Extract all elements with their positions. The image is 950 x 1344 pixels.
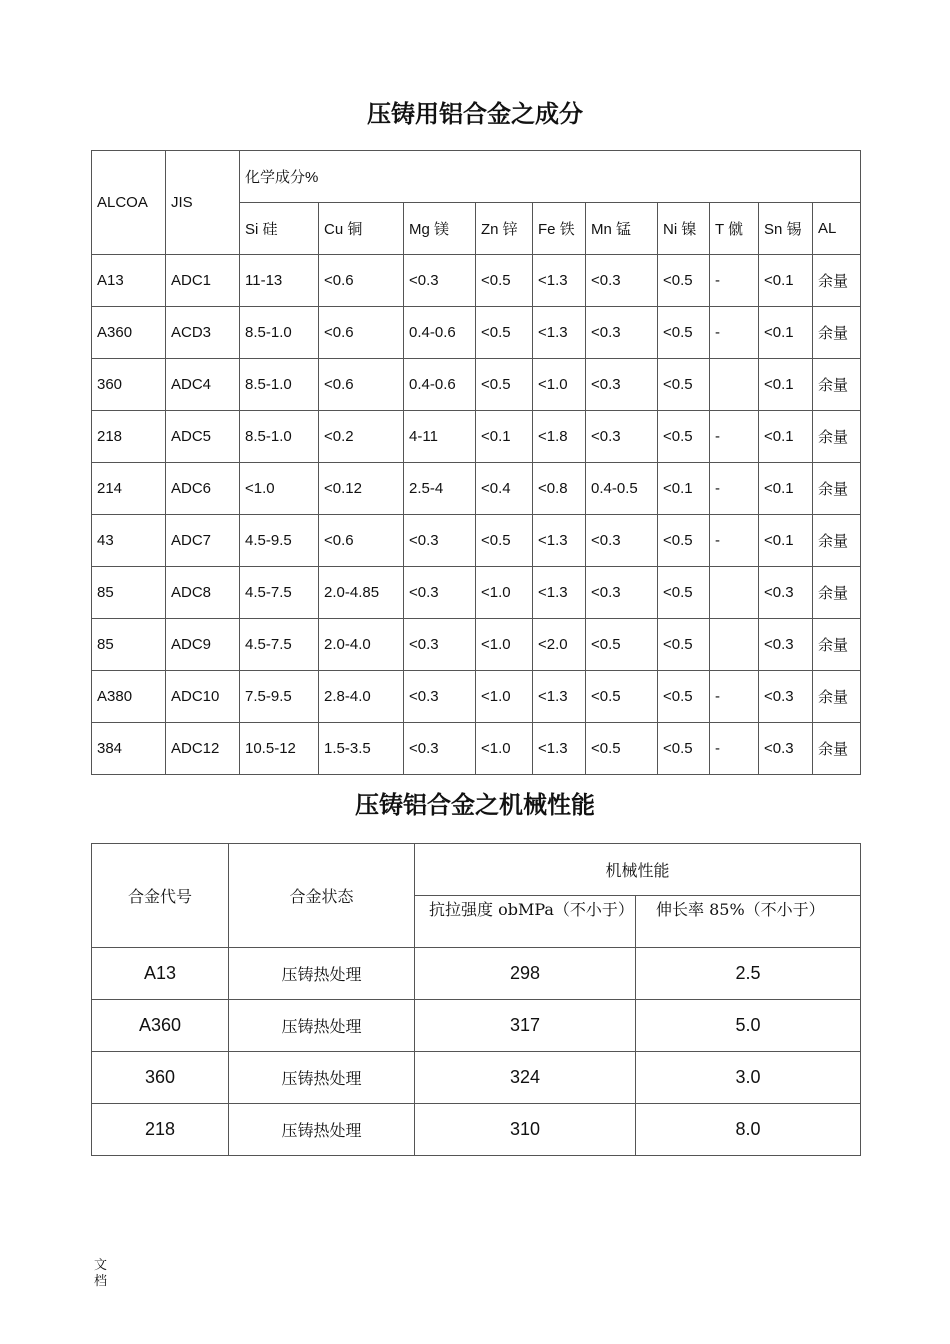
header-mechanical-properties: 机械性能 bbox=[415, 844, 861, 896]
composition-cell: 8.5-1.0 bbox=[240, 307, 319, 359]
composition-cell: 85 bbox=[92, 619, 166, 671]
composition-cell: 余量 bbox=[813, 723, 861, 775]
composition-cell: - bbox=[710, 671, 759, 723]
composition-cell: <0.3 bbox=[586, 359, 658, 411]
composition-cell: ADC1 bbox=[166, 255, 240, 307]
composition-cell: <0.5 bbox=[658, 515, 710, 567]
composition-cell bbox=[710, 359, 759, 411]
mechanical-cell: 压铸热处理 bbox=[229, 1052, 415, 1104]
composition-row bbox=[92, 411, 861, 463]
footer-label: 文档 bbox=[94, 1258, 108, 1289]
mechanical-row bbox=[92, 1000, 861, 1052]
composition-title: 压铸用铝合金之成分 bbox=[367, 100, 583, 128]
composition-cell: 2.0-4.0 bbox=[319, 619, 404, 671]
composition-cell: <1.3 bbox=[533, 255, 586, 307]
composition-cell: ADC10 bbox=[166, 671, 240, 723]
composition-cell: <1.3 bbox=[533, 671, 586, 723]
composition-cell: <0.5 bbox=[658, 359, 710, 411]
composition-cell: ADC7 bbox=[166, 515, 240, 567]
composition-cell: <0.3 bbox=[759, 723, 813, 775]
composition-cell: <0.5 bbox=[476, 255, 533, 307]
composition-cell: 85 bbox=[92, 567, 166, 619]
composition-cell: <0.3 bbox=[404, 671, 476, 723]
composition-cell: <1.3 bbox=[533, 515, 586, 567]
composition-cell: 43 bbox=[92, 515, 166, 567]
composition-row bbox=[92, 255, 861, 307]
composition-cell: ADC8 bbox=[166, 567, 240, 619]
composition-cell: <0.5 bbox=[658, 255, 710, 307]
composition-cell: ADC12 bbox=[166, 723, 240, 775]
composition-cell: <0.6 bbox=[319, 515, 404, 567]
header-alloy-state: 合金状态 bbox=[229, 844, 415, 948]
composition-table bbox=[91, 150, 861, 775]
composition-cell: <0.1 bbox=[759, 411, 813, 463]
composition-cell: <1.3 bbox=[533, 307, 586, 359]
mechanical-cell: 310 bbox=[415, 1104, 636, 1156]
composition-cell: 4.5-7.5 bbox=[240, 567, 319, 619]
composition-cell: <0.3 bbox=[404, 723, 476, 775]
composition-cell: <0.6 bbox=[319, 255, 404, 307]
composition-cell: <0.3 bbox=[586, 255, 658, 307]
composition-cell: <0.3 bbox=[404, 619, 476, 671]
composition-cell: 0.4-0.6 bbox=[404, 307, 476, 359]
mechanical-cell: 218 bbox=[92, 1104, 229, 1156]
mechanical-cell: A13 bbox=[92, 948, 229, 1000]
mechanical-row bbox=[92, 1104, 861, 1156]
mechanical-cell: 2.5 bbox=[636, 948, 861, 1000]
mechanical-title: 压铸铝合金之机械性能 bbox=[355, 791, 595, 819]
composition-cell: <0.3 bbox=[404, 515, 476, 567]
composition-cell: 2.0-4.85 bbox=[319, 567, 404, 619]
composition-cell: A13 bbox=[92, 255, 166, 307]
composition-row bbox=[92, 567, 861, 619]
mechanical-cell: 5.0 bbox=[636, 1000, 861, 1052]
mechanical-cell: 压铸热处理 bbox=[229, 948, 415, 1000]
composition-row bbox=[92, 359, 861, 411]
composition-cell: 10.5-12 bbox=[240, 723, 319, 775]
composition-cell: - bbox=[710, 411, 759, 463]
composition-cell: <0.1 bbox=[759, 255, 813, 307]
composition-cell: 384 bbox=[92, 723, 166, 775]
mechanical-cell: 317 bbox=[415, 1000, 636, 1052]
composition-cell: <0.5 bbox=[476, 307, 533, 359]
composition-cell: A360 bbox=[92, 307, 166, 359]
mechanical-cell: 324 bbox=[415, 1052, 636, 1104]
composition-cell: 余量 bbox=[813, 463, 861, 515]
element-header-cell: Cu 铜 bbox=[319, 203, 404, 255]
composition-cell: 余量 bbox=[813, 619, 861, 671]
composition-cell: <1.3 bbox=[533, 567, 586, 619]
element-header-cell: AL bbox=[813, 203, 861, 255]
composition-cell: <0.3 bbox=[586, 411, 658, 463]
composition-cell: <2.0 bbox=[533, 619, 586, 671]
composition-cell: <0.5 bbox=[658, 567, 710, 619]
composition-cell: <0.6 bbox=[319, 307, 404, 359]
composition-cell: 360 bbox=[92, 359, 166, 411]
composition-cell: <1.0 bbox=[476, 567, 533, 619]
element-header-cell: Si 硅 bbox=[240, 203, 319, 255]
composition-cell: <0.5 bbox=[476, 359, 533, 411]
composition-cell: 1.5-3.5 bbox=[319, 723, 404, 775]
composition-cell: ADC5 bbox=[166, 411, 240, 463]
composition-cell: 214 bbox=[92, 463, 166, 515]
element-header-cell: Sn 锡 bbox=[759, 203, 813, 255]
composition-cell: 11-13 bbox=[240, 255, 319, 307]
composition-cell: 2.8-4.0 bbox=[319, 671, 404, 723]
composition-cell: <0.3 bbox=[586, 307, 658, 359]
composition-cell: <0.1 bbox=[759, 515, 813, 567]
composition-cell: <1.8 bbox=[533, 411, 586, 463]
composition-row bbox=[92, 515, 861, 567]
composition-cell: - bbox=[710, 515, 759, 567]
composition-cell: - bbox=[710, 255, 759, 307]
composition-cell bbox=[710, 619, 759, 671]
composition-cell: <0.3 bbox=[759, 671, 813, 723]
composition-cell: 余量 bbox=[813, 515, 861, 567]
composition-cell: <1.0 bbox=[476, 723, 533, 775]
composition-cell: <0.2 bbox=[319, 411, 404, 463]
composition-cell: <0.5 bbox=[658, 723, 710, 775]
composition-cell: 0.4-0.5 bbox=[586, 463, 658, 515]
composition-cell: <0.5 bbox=[658, 307, 710, 359]
composition-row bbox=[92, 723, 861, 775]
header-elongation: 伸长率 85%（不小于） bbox=[636, 896, 861, 948]
composition-row bbox=[92, 671, 861, 723]
composition-cell: <0.12 bbox=[319, 463, 404, 515]
composition-row bbox=[92, 619, 861, 671]
composition-row bbox=[92, 307, 861, 359]
composition-cell: <0.5 bbox=[476, 515, 533, 567]
mechanical-cell: 8.0 bbox=[636, 1104, 861, 1156]
composition-cell: 4-11 bbox=[404, 411, 476, 463]
composition-cell: 余量 bbox=[813, 255, 861, 307]
header-alcoa: ALCOA bbox=[92, 151, 166, 255]
composition-cell: <0.3 bbox=[586, 567, 658, 619]
composition-cell: ACD3 bbox=[166, 307, 240, 359]
composition-cell: - bbox=[710, 463, 759, 515]
mechanical-row bbox=[92, 948, 861, 1000]
mechanical-cell: 压铸热处理 bbox=[229, 1000, 415, 1052]
composition-cell: 4.5-7.5 bbox=[240, 619, 319, 671]
composition-cell: ADC4 bbox=[166, 359, 240, 411]
composition-cell: <0.3 bbox=[759, 567, 813, 619]
header-tensile-strength: 抗拉强度 obMPa（不小于） bbox=[415, 896, 636, 948]
composition-cell: 余量 bbox=[813, 671, 861, 723]
composition-cell: <0.3 bbox=[404, 567, 476, 619]
composition-cell: - bbox=[710, 723, 759, 775]
composition-cell: <0.4 bbox=[476, 463, 533, 515]
composition-cell: <0.5 bbox=[658, 671, 710, 723]
element-header-cell: Mg 镁 bbox=[404, 203, 476, 255]
composition-cell: 余量 bbox=[813, 411, 861, 463]
header-jis: JIS bbox=[166, 151, 240, 255]
mechanical-cell: 298 bbox=[415, 948, 636, 1000]
composition-cell: <1.0 bbox=[476, 671, 533, 723]
composition-cell: <0.1 bbox=[759, 307, 813, 359]
mechanical-cell: 压铸热处理 bbox=[229, 1104, 415, 1156]
mechanical-cell: 360 bbox=[92, 1052, 229, 1104]
mechanical-cell: 3.0 bbox=[636, 1052, 861, 1104]
composition-cell: <0.1 bbox=[658, 463, 710, 515]
composition-cell: <0.3 bbox=[404, 255, 476, 307]
composition-cell: ADC6 bbox=[166, 463, 240, 515]
composition-cell: <0.1 bbox=[476, 411, 533, 463]
mechanical-cell: A360 bbox=[92, 1000, 229, 1052]
composition-cell: <0.5 bbox=[658, 411, 710, 463]
composition-cell: 0.4-0.6 bbox=[404, 359, 476, 411]
composition-cell: <0.1 bbox=[759, 463, 813, 515]
composition-cell: ADC9 bbox=[166, 619, 240, 671]
element-header-cell: Fe 铁 bbox=[533, 203, 586, 255]
element-header-cell: Ni 镍 bbox=[658, 203, 710, 255]
composition-cell: <0.5 bbox=[586, 619, 658, 671]
composition-cell: A380 bbox=[92, 671, 166, 723]
composition-cell: 2.5-4 bbox=[404, 463, 476, 515]
element-header-cell: Mn 锰 bbox=[586, 203, 658, 255]
header-alloy-code: 合金代号 bbox=[92, 844, 229, 948]
composition-cell bbox=[710, 567, 759, 619]
header-chemical-composition: 化学成分% bbox=[240, 151, 861, 203]
composition-cell: <1.0 bbox=[240, 463, 319, 515]
composition-cell: <1.0 bbox=[533, 359, 586, 411]
composition-cell: - bbox=[710, 307, 759, 359]
composition-cell: <1.0 bbox=[476, 619, 533, 671]
composition-row bbox=[92, 463, 861, 515]
composition-cell: 8.5-1.0 bbox=[240, 411, 319, 463]
composition-cell: <0.3 bbox=[759, 619, 813, 671]
composition-cell: 余量 bbox=[813, 359, 861, 411]
element-header-cell: Zn 锌 bbox=[476, 203, 533, 255]
composition-cell: <0.3 bbox=[586, 515, 658, 567]
element-header-cell: T 僦 bbox=[710, 203, 759, 255]
composition-cell: <0.5 bbox=[586, 723, 658, 775]
composition-cell: 余量 bbox=[813, 307, 861, 359]
composition-cell: <0.6 bbox=[319, 359, 404, 411]
composition-cell: 4.5-9.5 bbox=[240, 515, 319, 567]
composition-cell: <1.3 bbox=[533, 723, 586, 775]
mechanical-table bbox=[91, 843, 861, 1156]
composition-cell: <0.1 bbox=[759, 359, 813, 411]
composition-cell: 8.5-1.0 bbox=[240, 359, 319, 411]
composition-cell: <0.5 bbox=[586, 671, 658, 723]
composition-cell: <0.5 bbox=[658, 619, 710, 671]
mechanical-row bbox=[92, 1052, 861, 1104]
composition-cell: 218 bbox=[92, 411, 166, 463]
composition-cell: <0.8 bbox=[533, 463, 586, 515]
composition-cell: 7.5-9.5 bbox=[240, 671, 319, 723]
composition-cell: 余量 bbox=[813, 567, 861, 619]
